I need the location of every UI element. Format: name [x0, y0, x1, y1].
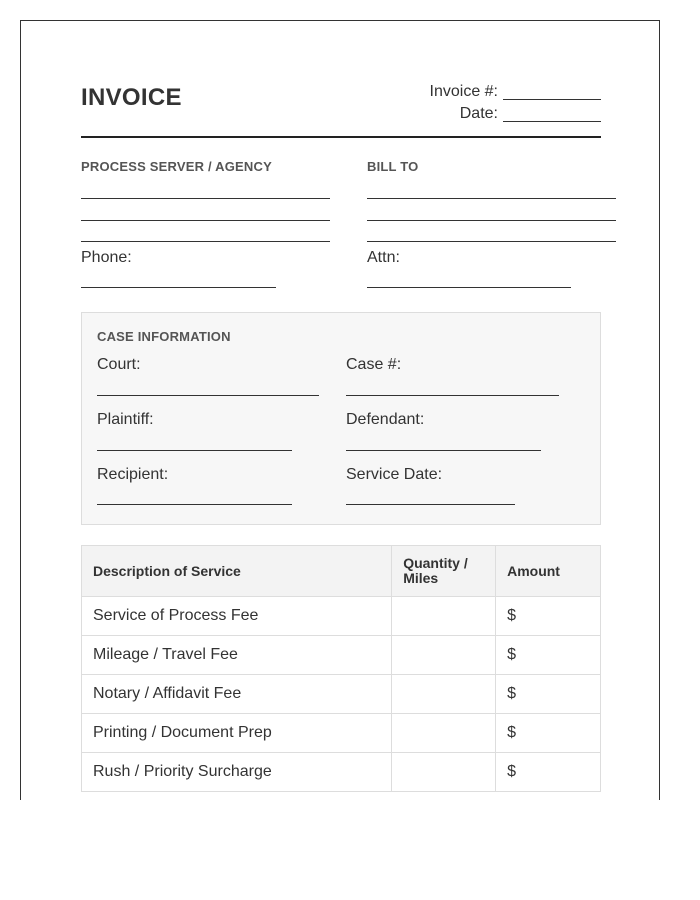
case-number-field[interactable] — [346, 395, 559, 396]
table-header-row — [82, 546, 601, 597]
plaintiff-field[interactable] — [97, 450, 292, 451]
table-row — [82, 597, 601, 636]
process-server-line-3[interactable] — [81, 241, 330, 242]
service-description: Mileage / Travel Fee — [82, 636, 392, 675]
quantity-header-line-2: Miles — [403, 570, 439, 586]
defendant-label: Defendant: — [346, 411, 425, 428]
table-row — [82, 675, 601, 714]
service-description: Rush / Priority Surcharge — [82, 753, 392, 792]
quantity-cell[interactable] — [392, 675, 496, 714]
process-server-line-2[interactable] — [81, 220, 330, 221]
service-description: Service of Process Fee — [82, 597, 392, 636]
amount-cell[interactable]: $ — [496, 675, 601, 714]
attn-field[interactable] — [367, 287, 571, 288]
process-server-line-1[interactable] — [81, 198, 330, 199]
defendant-field[interactable] — [346, 450, 541, 451]
table-row — [82, 714, 601, 753]
quantity-cell[interactable] — [392, 753, 496, 792]
case-information-heading: CASE INFORMATION — [97, 329, 231, 344]
service-description: Notary / Affidavit Fee — [82, 675, 392, 714]
date-label: Date: — [459, 105, 498, 122]
bill-to-line-1[interactable] — [367, 198, 616, 199]
court-label: Court: — [97, 356, 141, 373]
process-server-heading: PROCESS SERVER / AGENCY — [81, 159, 272, 174]
service-date-field[interactable] — [346, 504, 515, 505]
invoice-title: INVOICE — [81, 84, 182, 111]
quantity-cell[interactable] — [392, 636, 496, 675]
phone-label: Phone: — [81, 249, 132, 266]
description-column-header: Description of Service — [82, 546, 392, 597]
header-divider — [81, 136, 601, 138]
table-row — [82, 636, 601, 675]
court-field[interactable] — [97, 395, 319, 396]
table-row — [82, 753, 601, 792]
quantity-cell[interactable] — [392, 714, 496, 753]
bill-to-line-2[interactable] — [367, 220, 616, 221]
date-field[interactable] — [503, 121, 601, 122]
amount-cell[interactable]: $ — [496, 714, 601, 753]
invoice-number-label: Invoice #: — [429, 83, 498, 100]
recipient-field[interactable] — [97, 504, 292, 505]
service-description: Printing / Document Prep — [82, 714, 392, 753]
recipient-label: Recipient: — [97, 466, 169, 483]
amount-cell[interactable]: $ — [496, 753, 601, 792]
amount-cell[interactable]: $ — [496, 636, 601, 675]
quantity-header-line-1: Quantity / — [403, 555, 468, 571]
invoice-number-field[interactable] — [503, 99, 601, 100]
bill-to-heading: BILL TO — [367, 159, 419, 174]
plaintiff-label: Plaintiff: — [97, 411, 154, 428]
quantity-cell[interactable] — [392, 597, 496, 636]
phone-field[interactable] — [81, 287, 276, 288]
bill-to-line-3[interactable] — [367, 241, 616, 242]
quantity-column-header — [392, 546, 496, 597]
amount-cell[interactable]: $ — [496, 597, 601, 636]
case-number-label: Case #: — [346, 356, 402, 373]
service-date-label: Service Date: — [346, 466, 443, 483]
services-table — [81, 545, 601, 792]
attn-label: Attn: — [367, 249, 400, 266]
amount-column-header: Amount — [496, 546, 601, 597]
